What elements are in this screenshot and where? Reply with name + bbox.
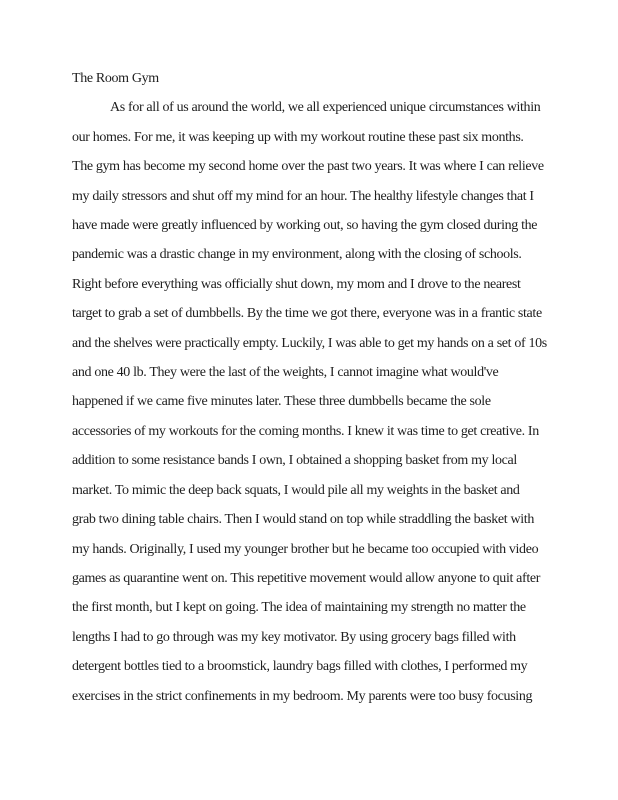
text-line: addition to some resistance bands I own, I obtained a shopping basket from my local — [72, 453, 517, 469]
text-line: have made were greatly influenced by working out, so having the gym closed during the — [72, 218, 538, 234]
text-line: the first month, but I kept on going. The idea of maintaining my strength no matter the — [72, 600, 526, 616]
text-line: our homes. For me, it was keeping up with my workout routine these past six months. — [72, 129, 524, 145]
text-line: accessories of my workouts for the coming months. I knew it was time to get creative. In — [72, 423, 539, 439]
text-line: pandemic was a drastic change in my environment, along with the closing of schools. — [72, 247, 522, 263]
text-line: and one 40 lb. They were the last of the weights, I cannot imagine what would've — [72, 365, 499, 381]
text-line: The gym has become my second home over the past two years. It was where I can relieve — [72, 159, 544, 175]
text-line: my hands. Originally, I used my younger brother but he became too occupied with video — [72, 541, 539, 557]
text-line: Right before everything was officially shut down, my mom and I drove to the nearest — [72, 276, 521, 292]
text-line: target to grab a set of dumbbells. By the time we got there, everyone was in a frantic state — [72, 306, 542, 322]
text-line: detergent bottles tied to a broomstick, laundry bags filled with clothes, I performed my — [72, 659, 528, 675]
text-line: and the shelves were practically empty. Luckily, I was able to get my hands on a set of 10s — [72, 335, 547, 351]
text-line: my daily stressors and shut off my mind for an hour. The healthy lifestyle changes that I — [72, 188, 534, 204]
text-line: grab two dining table chairs. Then I would stand on top while straddling the basket with — [72, 512, 534, 528]
text-line: As for all of us around the world, we all experienced unique circumstances within — [110, 100, 541, 116]
essay-title: The Room Gym — [72, 71, 159, 86]
text-line: lengths I had to go through was my key motivator. By using grocery bags filled with — [72, 629, 516, 645]
text-line: games as quarantine went on. This repetitive movement would allow anyone to quit after — [72, 570, 541, 586]
text-line: market. To mimic the deep back squats, I would pile all my weights in the basket and — [72, 482, 520, 498]
text-line: happened if we came five minutes later. These three dumbbells became the sole — [72, 394, 491, 410]
text-line: exercises in the strict confinements in my bedroom. My parents were too busy focusing — [72, 688, 533, 704]
